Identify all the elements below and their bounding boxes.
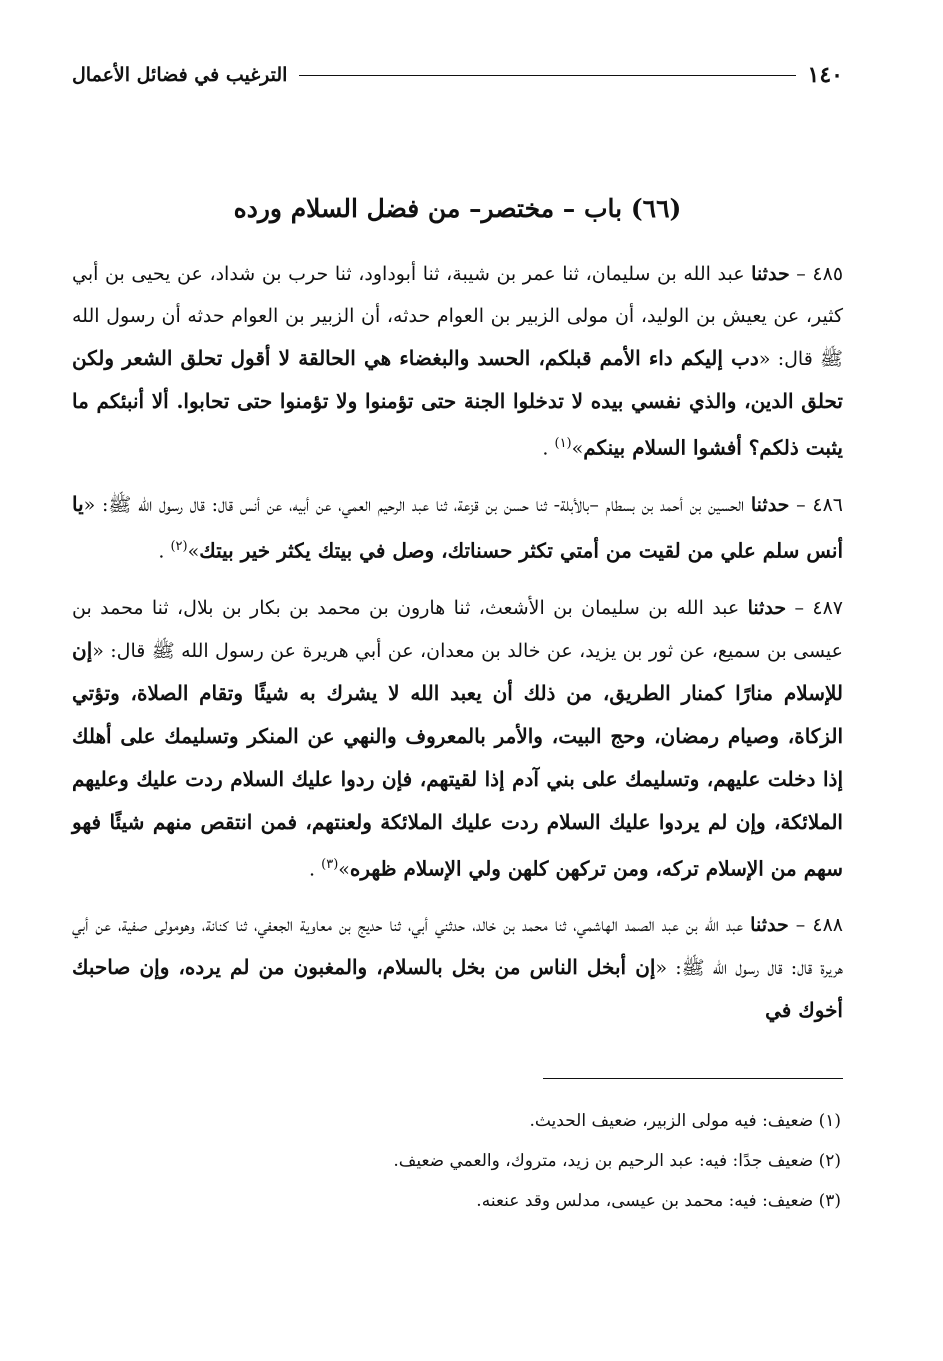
hadith-close-quote: » (187, 540, 200, 563)
hadith-485 (72, 253, 843, 469)
hadith-close-quote: » (571, 437, 584, 460)
hadith-close-quote: » (338, 857, 350, 880)
hadith-number: ٤٨٨ – (795, 913, 843, 936)
page-number: ١٤٠ (807, 62, 843, 88)
hadith-opening: حدثنا (750, 913, 789, 936)
hadith-488 (72, 904, 843, 1032)
hadith-487 (72, 587, 843, 890)
hadith-end-mark: . (309, 857, 316, 880)
footnote-reference[interactable]: (٢) (170, 539, 188, 555)
page-header (72, 60, 843, 90)
hadith-end-mark: . (542, 437, 549, 460)
hadith-matn: دب إليكم داء الأمم قبلكم، الحسد والبغضاء هي الحالقة لا أقول تحلق الشعر ولكن تحلق الدين، والذي نفسي بيده لا تدخلوا الجنة حتى تؤمنوا ولا تؤمنوا حتى تحابوا. ألا أنبئكم ما يثبت ذلكم؟ أفشوا السلام بينكم (72, 346, 843, 460)
footnote-reference[interactable]: (٣) (321, 856, 339, 872)
hadith-number: ٤٨٧ – (794, 596, 843, 619)
hadith-isnad: الحسين بن أحمد بن بسطام –بالأبلة- ثنا حسن بن قزعة، ثنا عبد الرحيم العمي، عن أبيه، عن أنس قال: قال رسول الله ﷺ: « (83, 494, 745, 517)
footnote-separator (543, 1078, 843, 1079)
hadith-opening: حدثنا (750, 494, 790, 517)
footnote-2: (٢) ضعيف جدًا: فيه: عبد الرحيم بن زيد، متروك، والعمي ضعيف. (393, 1150, 841, 1171)
hadith-isnad: عبد الله بن سليمان بن الأشعث، ثنا هارون بن محمد بن بكار بن بلال، ثنا محمد بن عيسى بن سميع، عن ثور بن يزيد، عن خالد بن معدان، عن أبي هريرة عن رسول الله ﷺ قال: « (72, 596, 843, 662)
hadith-isnad: عبد الله بن سليمان، ثنا عمر بن شيبة، ثنا أبوداود، ثنا حرب بن شداد، عن يحيى بن أبي كثير، عن يعيش بن الوليد، أن مولى الزبير بن العوام حدثه، أن الزبير بن العوام حدثه أن رسول الله ﷺ قال: « (72, 263, 844, 370)
running-title: الترغيب في فضائل الأعمال (72, 64, 288, 86)
hadith-matn: إن للإسلام منارًا كمنار الطريق، من ذلك أن يعبد الله لا يشرك به شيئًا وتقام الصلاة، وتؤتي الزكاة، وصيام رمضان، وحج البيت، والأمر بالمعروف والنهي عن المنكر وتسليمك على أهلك إذا دخلت عليهم، وتسليمك على بني آدم إذا لقيتهم، فإن ردوا عليك السلام ردت عليك وعليهم الملائكة، وإن لم يردوا عليك السلام ردت عليك الملائكة ولعنتهم، فمن انتقص منهم شيئًا فهو سهم من الإسلام تركه، ومن تركهن كلهن ولي الإسلام ظهره (72, 637, 844, 880)
hadith-number: ٤٨٦ – (796, 494, 843, 517)
hadith-matn: يا أنس سلم علي من لقيت من أمتي تكثر حسناتك، وصل في بيتك يكثر خير بيتك (72, 492, 843, 563)
hadith-486 (72, 483, 843, 572)
chapter-title: (٦٦) باب – مختصر– من فضل السلام ورده (233, 194, 682, 223)
footnote-1: (١) ضعيف: فيه مولى الزبير، ضعيف الحديث. (529, 1110, 841, 1131)
header-rule (299, 75, 795, 76)
hadith-opening: حدثنا (747, 596, 787, 619)
footnote-reference[interactable]: (١) (554, 436, 572, 451)
hadith-matn: إن أبخل الناس من بخل بالسلام، والمغبون من لم يرده، وإن صاحبك أخوك في (72, 954, 843, 1022)
hadith-number: ٤٨٥ – (796, 263, 844, 285)
hadith-opening: حدثنا (751, 263, 790, 285)
hadith-end-mark: . (158, 540, 165, 563)
hadith-isnad: عبد الله بن عبد الصمد الهاشمي، ثنا محمد بن خالد، حدثني أبي، ثنا حديج بن معاوية الجعفي، ثنا كنانة، وهومولى صفية، عن أبي هريرة قال: قال رسول الله ﷺ: « (72, 913, 843, 979)
footnote-3: (٣) ضعيف: فيه: محمد بن عيسى، مدلس وقد عنعنه. (476, 1190, 841, 1211)
